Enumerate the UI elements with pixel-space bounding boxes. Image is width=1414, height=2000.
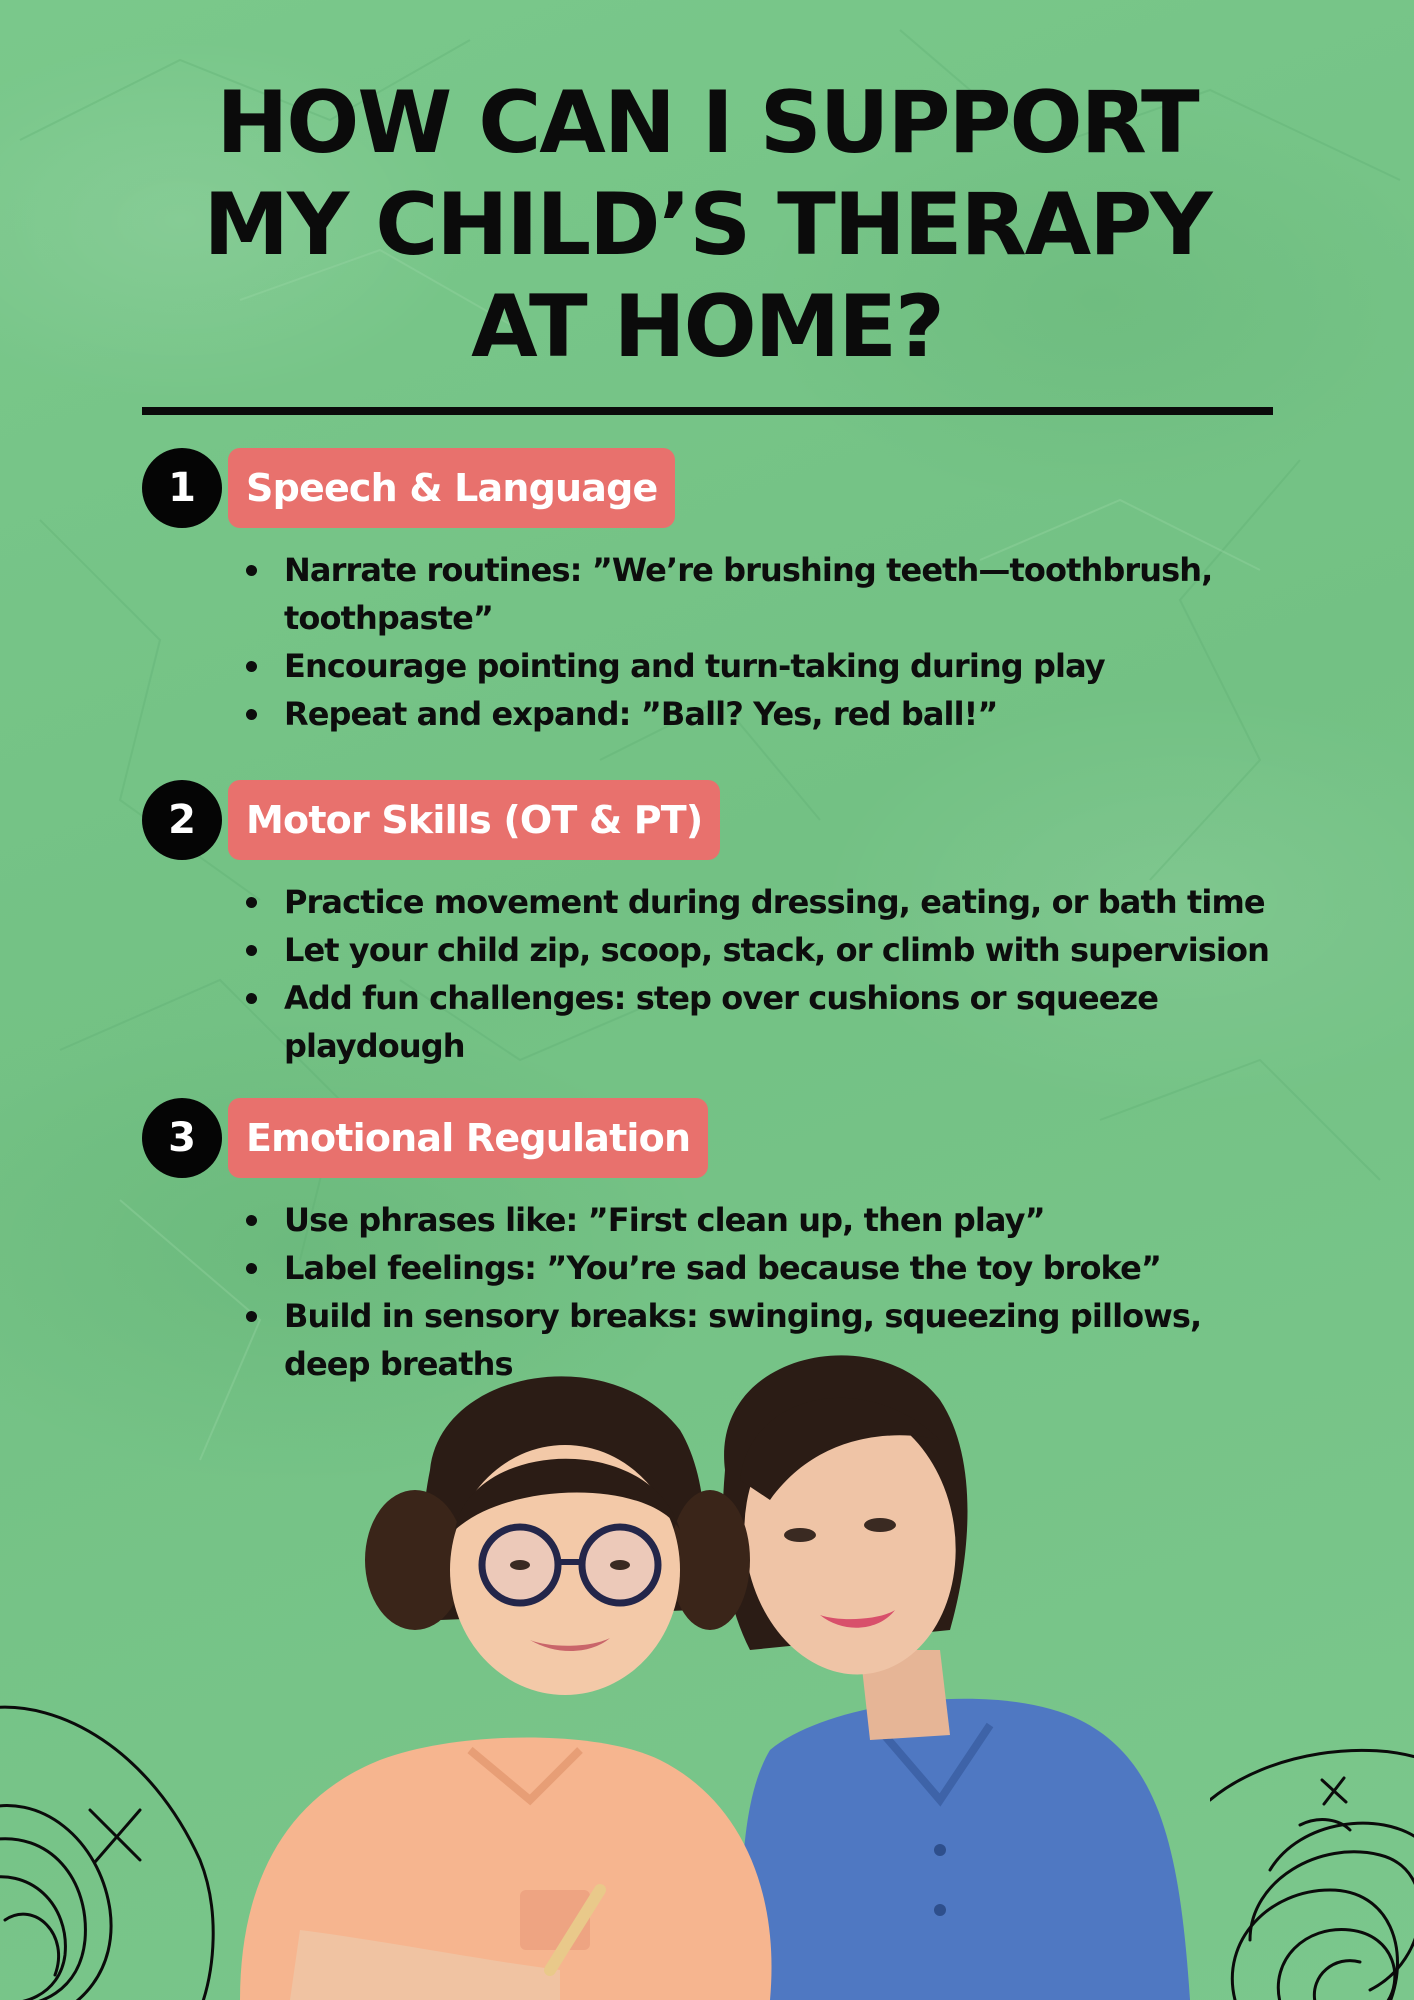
section-motor-skills [142,780,1292,1080]
list-item: Add fun challenges: step over cushions or squeeze playdough [238,974,1288,1070]
list-item: Label feelings: ”You’re sad because the toy broke” [238,1244,1288,1292]
list-item: Encourage pointing and turn-taking during play [238,642,1288,690]
bullet-list [238,878,1288,1070]
section-heading: Speech & Language [228,448,675,528]
section-heading: Emotional Regulation [228,1098,708,1178]
scribble-doodle-icon [1210,1740,1414,2000]
bullet-list [238,546,1288,738]
title-line: AT HOME? [471,277,943,377]
title-line: MY CHILD’S THERAPY [203,175,1211,275]
section-number-badge: 1 [142,448,222,528]
section-number-badge: 3 [142,1098,222,1178]
title-divider [142,407,1273,415]
section-heading: Motor Skills (OT & PT) [228,780,720,860]
title-line: HOW CAN I SUPPORT [216,73,1198,173]
section-speech-language [142,448,1292,748]
section-number-badge: 2 [142,780,222,860]
list-item: Let your child zip, scoop, stack, or climb with supervision [238,926,1288,974]
parent-and-child-photo [180,1330,1240,2000]
list-item: Build in sensory breaks: swinging, squeezing pillows, deep breaths [238,1292,1288,1388]
page-title [110,72,1304,378]
list-item: Repeat and expand: ”Ball? Yes, red ball!” [238,690,1288,738]
list-item: Use phrases like: ”First clean up, then play” [238,1196,1288,1244]
list-item: Narrate routines: ”We’re brushing teeth—toothbrush, toothpaste” [238,546,1288,642]
list-item: Practice movement during dressing, eating, or bath time [238,878,1288,926]
